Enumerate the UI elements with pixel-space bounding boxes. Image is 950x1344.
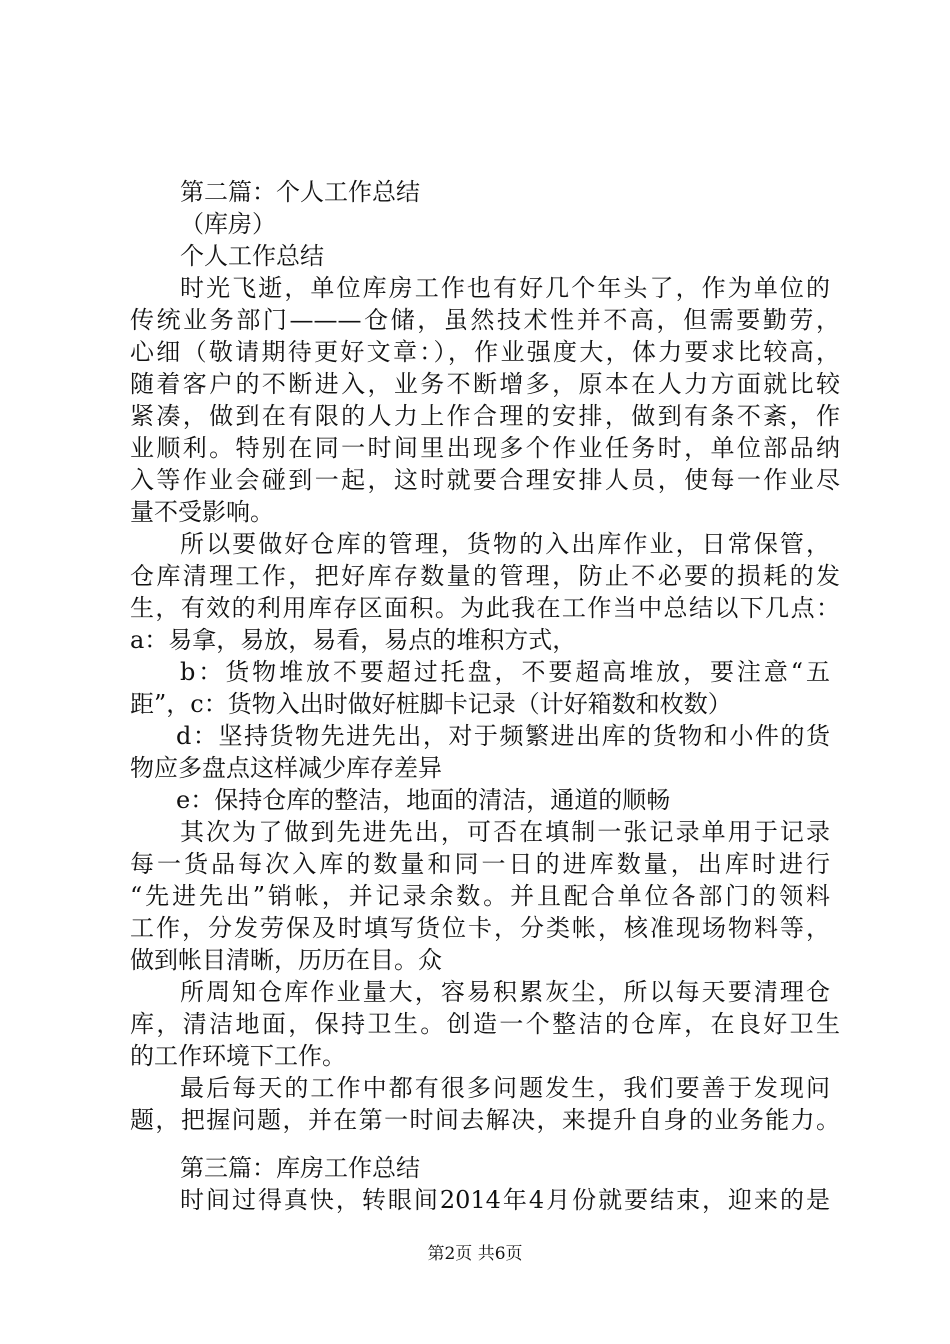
body-line: 最后每天的工作中都有很多问题发生，我们要善于发现问	[180, 1074, 830, 1102]
body-line: 仓库清理工作，把好库存数量的管理，防止不必要的损耗的发	[130, 562, 840, 590]
body-line: “先进先出”销帐，并记录余数。并且配合单位各部门的领料	[130, 882, 830, 910]
body-line: 做到帐目清晰，历历在目。众	[130, 946, 442, 974]
section-3-heading: 第三篇：库房工作总结	[180, 1154, 420, 1182]
body-line: 心细（敬请期待更好文章：），作业强度大，体力要求比较高，	[130, 338, 840, 366]
body-line: 其次为了做到先进先出，可否在填制一张记录单用于记录	[180, 818, 830, 846]
section-2-subheading: （库房）	[180, 210, 276, 238]
list-item-e: e：保持仓库的整洁，地面的清洁，通道的顺畅	[176, 786, 671, 814]
body-line: 时间过得真快，转眼间2014年4月份就要结束，迎来的是	[180, 1186, 830, 1214]
body-line: 所以要做好仓库的管理，货物的入出库作业，日常保管，	[180, 530, 830, 558]
body-line: 所周知仓库作业量大，容易积累灰尘，所以每天要清理仓	[180, 978, 830, 1006]
body-line: 物应多盘点这样减少库存差异	[130, 754, 442, 782]
section-2-subtitle: 个人工作总结	[180, 242, 324, 270]
body-line: 题，把握问题，并在第一时间去解决，来提升自身的业务能力。	[130, 1106, 840, 1134]
body-line: 生，有效的利用库存区面积。为此我在工作当中总结以下几点：	[130, 594, 840, 622]
body-line: 时光飞逝，单位库房工作也有好几个年头了，作为单位的	[180, 274, 830, 302]
section-2-heading: 第二篇：个人工作总结	[180, 178, 420, 206]
list-item-d: d：坚持货物先进先出，对于频繁进出库的货物和小件的货	[176, 722, 830, 750]
body-line: 工作，分发劳保及时填写货位卡，分类帐，核准现场物料等，	[130, 914, 830, 942]
list-item-a: a：易拿，易放，易看，易点的堆积方式，	[130, 626, 577, 654]
body-line: 随着客户的不断进入，业务不断增多，原本在人力方面就比较	[130, 370, 840, 398]
body-line: 入等作业会碰到一起，这时就要合理安排人员，使每一作业尽	[130, 466, 840, 494]
body-line: 库，清洁地面，保持卫生。创造一个整洁的仓库，在良好卫生	[130, 1010, 840, 1038]
list-item-c: 距”，c：货物入出时做好桩脚卡记录（计好箱数和枚数）	[130, 690, 732, 718]
body-line: 传统业务部门———仓储，虽然技术性并不高，但需要勤劳，	[130, 306, 840, 334]
body-line: 量不受影响。	[130, 498, 274, 526]
body-line: 的工作环境下工作。	[130, 1042, 346, 1070]
body-line: 每一货品每次入库的数量和同一日的进库数量，出库时进行	[130, 850, 830, 878]
list-item-b: b：货物堆放不要超过托盘，不要超高堆放，要注意“五	[180, 658, 830, 686]
body-line: 紧凑，做到在有限的人力上作合理的安排，做到有条不紊，作	[130, 402, 840, 430]
page-footer: 第2页 共6页	[427, 1244, 523, 1264]
body-line: 业顺利。特别在同一时间里出现多个作业任务时，单位部品纳	[130, 434, 840, 462]
